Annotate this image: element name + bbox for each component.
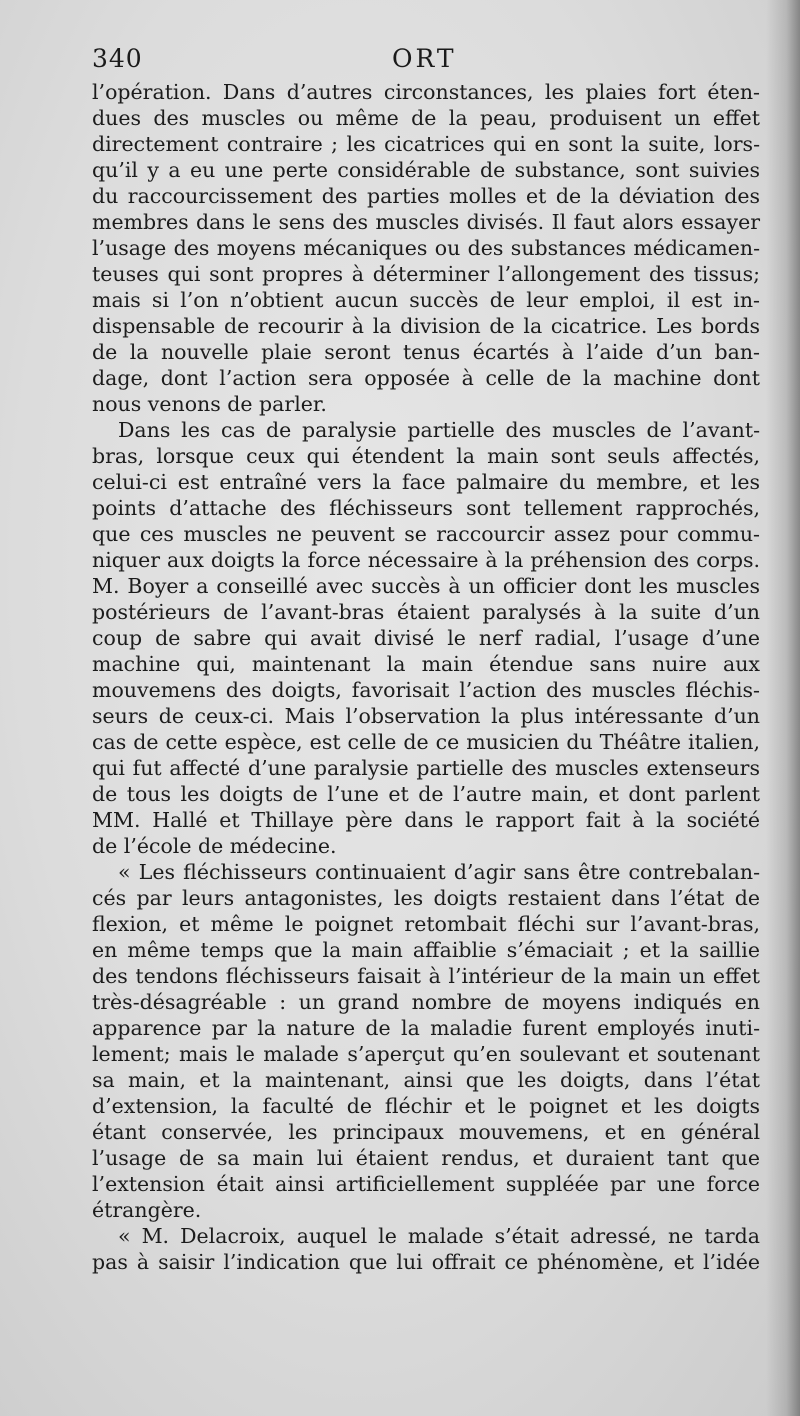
page-header	[92, 40, 760, 76]
text-line: l’extension était ainsi artificiellement suppléée par une force	[92, 1172, 760, 1196]
text-line: dues des muscles ou même de la peau, produisent un effet	[92, 106, 760, 130]
text-line: points d’attache des fléchisseurs sont tellement rapprochés,	[92, 496, 760, 520]
text-line: qu’il y a eu une perte considérable de substance, sont suivies	[92, 158, 760, 182]
text-line: cés par leurs antagonistes, les doigts restaient dans l’état de	[92, 886, 760, 910]
text-line: machine qui, maintenant la main étendue sans nuire aux	[92, 652, 760, 676]
text-line: M. Boyer a conseillé avec succès à un officier dont les muscles	[92, 574, 760, 598]
page-gutter-shadow	[766, 0, 800, 1416]
text-line: que ces muscles ne peuvent se raccourcir assez pour commu-	[92, 522, 760, 546]
text-line: bras, lorsque ceux qui étendent la main sont seuls affectés,	[92, 444, 760, 468]
text-line: des tendons fléchisseurs faisait à l’intérieur de la main un effet	[92, 964, 760, 988]
text-line: flexion, et même le poignet retombait fléchi sur l’avant-bras,	[92, 912, 760, 936]
text-line: dispensable de recourir à la division de la cicatrice. Les bords	[92, 314, 760, 338]
text-line: « Les fléchisseurs continuaient d’agir sans être contrebalan-	[118, 860, 760, 884]
text-line: de la nouvelle plaie seront tenus écartés à l’aide d’un ban-	[92, 340, 760, 364]
text-line: d’extension, la faculté de fléchir et le poignet et les doigts	[92, 1094, 760, 1118]
text-line: de tous les doigts de l’une et de l’autre main, et dont parlent	[92, 782, 760, 806]
text-line: niquer aux doigts la force nécessaire à la préhension des corps.	[92, 548, 760, 572]
text-line: apparence par la nature de la maladie furent employés inuti-	[92, 1016, 760, 1040]
text-line: Dans les cas de paralysie partielle des muscles de l’avant-	[118, 418, 760, 442]
text-line: seurs de ceux-ci. Mais l’observation la plus intéressante d’un	[92, 704, 760, 728]
text-line: mouvemens des doigts, favorisait l’action des muscles fléchis-	[92, 678, 760, 702]
text-line: directement contraire ; les cicatrices qui en sont la suite, lors-	[92, 132, 760, 156]
page-number: 340	[92, 44, 143, 73]
text-line: qui fut affecté d’une paralysie partielle des muscles extenseurs	[92, 756, 760, 780]
text-line: sa main, et la maintenant, ainsi que les doigts, dans l’état	[92, 1068, 760, 1092]
text-line: mais si l’on n’obtient aucun succès de leur emploi, il est in-	[92, 288, 760, 312]
text-line: MM. Hallé et Thillaye père dans le rapport fait à la société	[92, 808, 760, 832]
text-line: étant conservée, les principaux mouvemens, et en général	[92, 1120, 760, 1144]
text-line: dage, dont l’action sera opposée à celle de la machine dont	[92, 366, 760, 390]
body-text	[92, 79, 760, 1275]
text-line: de l’école de médecine.	[92, 834, 337, 858]
text-line: très-désagréable : un grand nombre de moyens indiqués en	[92, 990, 760, 1014]
text-line: coup de sabre qui avait divisé le nerf radial, l’usage d’une	[92, 626, 760, 650]
text-line: l’usage des moyens mécaniques ou des substances médicamen-	[92, 236, 760, 260]
text-line: lement; mais le malade s’aperçut qu’en soulevant et soutenant	[92, 1042, 760, 1066]
text-line: cas de cette espèce, est celle de ce musicien du Théâtre italien,	[92, 730, 760, 754]
text-line: du raccourcissement des parties molles et de la déviation des	[92, 184, 760, 208]
text-line: celui-ci est entraîné vers la face palmaire du membre, et les	[92, 470, 760, 494]
text-line: « M. Delacroix, auquel le malade s’était adressé, ne tarda	[118, 1224, 760, 1248]
text-line: pas à saisir l’indication que lui offrait ce phénomène, et l’idée	[92, 1250, 760, 1274]
running-head: ORT	[392, 44, 457, 73]
text-line: l’usage de sa main lui étaient rendus, et duraient tant que	[92, 1146, 760, 1170]
text-line: postérieurs de l’avant-bras étaient paralysés à la suite d’un	[92, 600, 760, 624]
text-line: en même temps que la main affaiblie s’émaciait ; et la saillie	[92, 938, 760, 962]
text-line: membres dans le sens des muscles divisés. Il faut alors essayer	[92, 210, 760, 234]
text-line: l’opération. Dans d’autres circonstances, les plaies fort éten-	[92, 80, 760, 104]
text-line: nous venons de parler.	[92, 392, 327, 416]
text-line: teuses qui sont propres à déterminer l’allongement des tissus;	[92, 262, 760, 286]
text-line: étrangère.	[92, 1198, 202, 1222]
